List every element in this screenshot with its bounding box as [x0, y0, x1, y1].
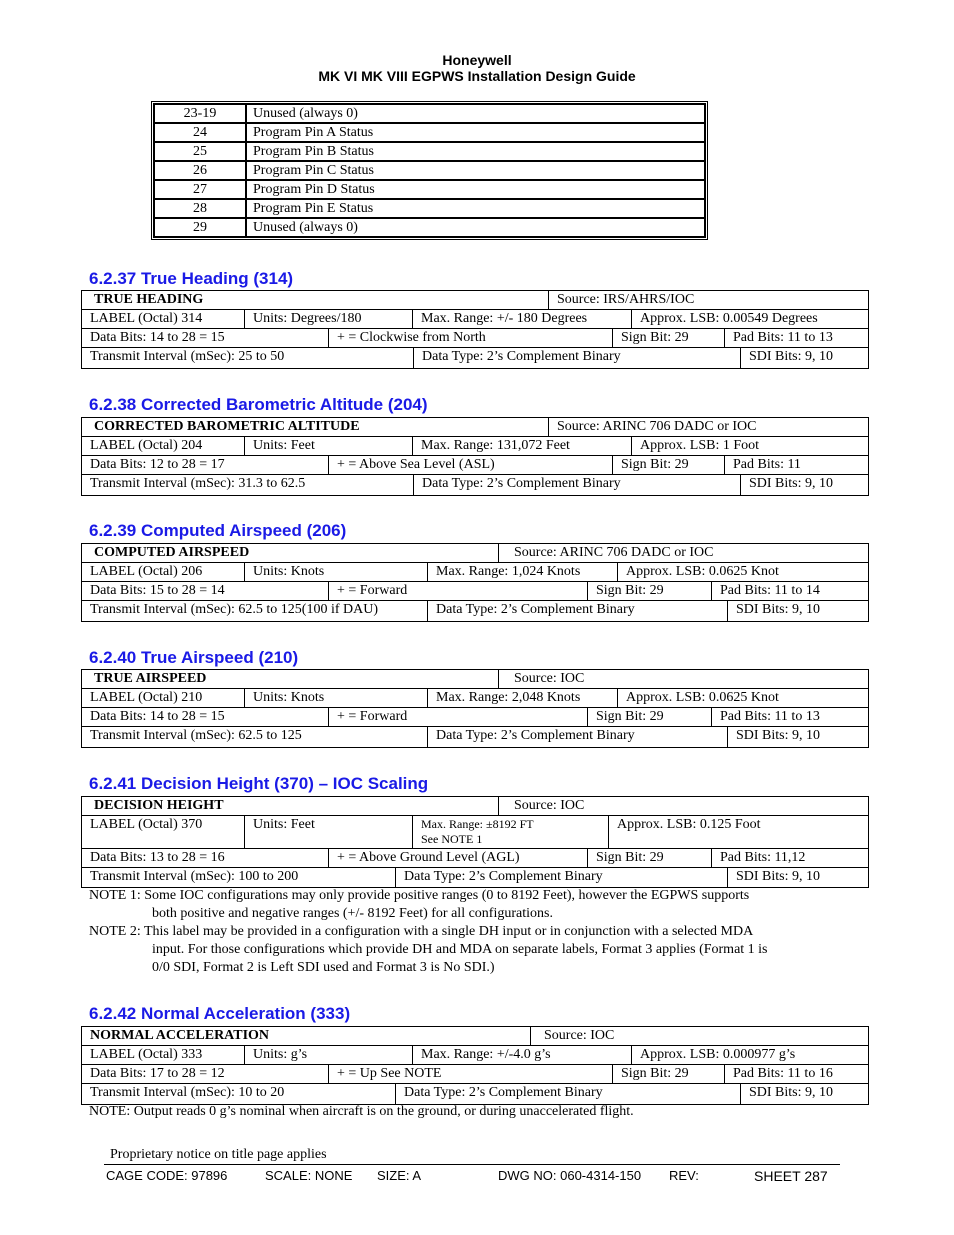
section-heading-true-airspeed: 6.2.40 True Airspeed (210): [89, 648, 299, 667]
label-octal: LABEL (Octal) 333: [90, 1047, 203, 1062]
source: Source: ARINC 706 DADC or IOC: [548, 418, 868, 436]
approx-lsb: Approx. LSB: 1 Foot: [631, 437, 868, 455]
table-row: [154, 180, 705, 199]
description-cell: Unused (always 0): [246, 218, 705, 237]
source: Source: ARINC 706 DADC or IOC: [498, 544, 868, 562]
units: Units: Knots: [244, 563, 427, 581]
sdi-bits: SDI Bits: 9, 10: [727, 601, 868, 621]
label-table-decision-height: [81, 796, 869, 888]
description-cell: Program Pin B Status: [246, 142, 705, 161]
transmit-interval: Transmit Interval (mSec): 31.3 to 62.5: [90, 476, 306, 491]
units: Units: Feet: [244, 816, 412, 848]
approx-lsb: Approx. LSB: 0.00549 Degrees: [631, 310, 868, 328]
description-cell: Program Pin E Status: [246, 199, 705, 218]
normal-acceleration-note: NOTE: Output reads 0 g’s nominal when aircraft is on the ground, or during unaccelerated flight.: [89, 1104, 634, 1119]
note-2-line-3: 0/0 SDI, Format 2 is Left SDI used and Format 3 is No SDI.): [152, 960, 495, 975]
label-title: TRUE HEADING: [94, 292, 204, 307]
max-range-value: Max. Range: ±8192 FT: [421, 817, 534, 831]
transmit-interval: Transmit Interval (mSec): 25 to 50: [90, 349, 285, 364]
label-title: NORMAL ACCELERATION: [90, 1028, 270, 1043]
positive-sense: + = Up See NOTE: [328, 1065, 612, 1083]
label-title: TRUE AIRSPEED: [94, 671, 207, 686]
pad-bits: Pad Bits: 11 to 13: [711, 708, 868, 726]
label-table-computed-airspeed: [81, 543, 869, 622]
data-bits: Data Bits: 15 to 28 = 14: [90, 583, 225, 598]
table-row: [154, 218, 705, 237]
data-bits: Data Bits: 17 to 28 = 12: [90, 1066, 225, 1081]
data-type: Data Type: 2’s Complement Binary: [427, 601, 727, 621]
pad-bits: Pad Bits: 11: [724, 456, 868, 474]
sign-bit: Sign Bit: 29: [587, 849, 711, 867]
label-octal: LABEL (Octal) 314: [90, 311, 203, 326]
bit-cell: 27: [154, 180, 246, 199]
label-title: DECISION HEIGHT: [94, 798, 224, 813]
max-range: Max. Range: 131,072 Feet: [412, 437, 631, 455]
positive-sense: + = Above Ground Level (AGL): [328, 849, 587, 867]
label-octal: LABEL (Octal) 204: [90, 438, 203, 453]
label-table-normal-acceleration: [81, 1026, 869, 1105]
pad-bits: Pad Bits: 11 to 13: [724, 329, 868, 347]
section-heading-corrected-baro-altitude: 6.2.38 Corrected Barometric Altitude (204): [89, 395, 428, 414]
label-octal: LABEL (Octal) 370: [90, 817, 203, 832]
approx-lsb: Approx. LSB: 0.000977 g’s: [631, 1046, 868, 1064]
size: SIZE: A: [377, 1168, 422, 1183]
positive-sense: + = Forward: [328, 582, 587, 600]
pad-bits: Pad Bits: 11 to 14: [711, 582, 868, 600]
label-table-true-airspeed: [81, 669, 869, 748]
data-bits: Data Bits: 13 to 28 = 16: [90, 850, 225, 865]
sdi-bits: SDI Bits: 9, 10: [740, 348, 868, 368]
label-title: COMPUTED AIRSPEED: [94, 545, 250, 560]
bit-status-table: [153, 103, 706, 238]
transmit-interval: Transmit Interval (mSec): 62.5 to 125(100 if DAU): [90, 602, 378, 617]
data-bits: Data Bits: 12 to 28 = 17: [90, 457, 225, 472]
table-row: [154, 123, 705, 142]
source: Source: IOC: [498, 670, 868, 688]
source: Source: IRS/AHRS/IOC: [548, 291, 868, 309]
label-table-corrected-baro-altitude: [81, 417, 869, 496]
max-range: Max. Range: 1,024 Knots: [427, 563, 617, 581]
positive-sense: + = Forward: [328, 708, 587, 726]
max-range: Max. Range: 2,048 Knots: [427, 689, 617, 707]
sdi-bits: SDI Bits: 9, 10: [727, 727, 868, 747]
sign-bit: Sign Bit: 29: [587, 582, 711, 600]
sdi-bits: SDI Bits: 9, 10: [740, 1084, 868, 1104]
description-cell: Unused (always 0): [246, 104, 705, 123]
label-octal: LABEL (Octal) 210: [90, 690, 203, 705]
max-range: [412, 816, 608, 848]
table-row: [154, 199, 705, 218]
data-bits: Data Bits: 14 to 28 = 15: [90, 330, 225, 345]
label-table-true-heading: [81, 290, 869, 369]
data-bits: Data Bits: 14 to 28 = 15: [90, 709, 225, 724]
bit-cell: 23-19: [154, 104, 246, 123]
cage-code: CAGE CODE: 97896: [106, 1168, 228, 1183]
units: Units: Degrees/180: [244, 310, 412, 328]
section-heading-decision-height: 6.2.41 Decision Height (370) – IOC Scaling: [89, 774, 429, 793]
transmit-interval: Transmit Interval (mSec): 10 to 20: [90, 1085, 285, 1100]
sdi-bits: SDI Bits: 9, 10: [740, 475, 868, 495]
source: Source: IOC: [530, 1027, 868, 1045]
data-type: Data Type: 2’s Complement Binary: [427, 727, 727, 747]
max-range-note: See NOTE 1: [421, 832, 483, 846]
approx-lsb: Approx. LSB: 0.0625 Knot: [617, 689, 868, 707]
transmit-interval: Transmit Interval (mSec): 100 to 200: [90, 869, 299, 884]
approx-lsb: Approx. LSB: 0.0625 Knot: [617, 563, 868, 581]
pad-bits: Pad Bits: 11 to 16: [724, 1065, 868, 1083]
section-heading-true-heading: 6.2.37 True Heading (314): [89, 269, 294, 288]
transmit-interval: Transmit Interval (mSec): 62.5 to 125: [90, 728, 302, 743]
positive-sense: + = Above Sea Level (ASL): [328, 456, 612, 474]
data-type: Data Type: 2’s Complement Binary: [395, 1084, 740, 1104]
max-range: Max. Range: +/-4.0 g’s: [412, 1046, 631, 1064]
label-title: CORRECTED BAROMETRIC ALTITUDE: [94, 419, 360, 434]
revision: REV:: [669, 1168, 699, 1183]
pad-bits: Pad Bits: 11,12: [711, 849, 868, 867]
footer-rule: [104, 1164, 840, 1165]
bit-cell: 24: [154, 123, 246, 142]
units: Units: g’s: [244, 1046, 412, 1064]
header-company: Honeywell: [442, 52, 512, 68]
drawing-number: DWG NO: 060-4314-150: [498, 1168, 642, 1183]
source: Source: IOC: [498, 797, 868, 815]
max-range: Max. Range: +/- 180 Degrees: [412, 310, 631, 328]
proprietary-notice: Proprietary notice on title page applies: [110, 1147, 327, 1162]
table-row: [154, 161, 705, 180]
table-row: [154, 142, 705, 161]
description-cell: Program Pin D Status: [246, 180, 705, 199]
bit-cell: 25: [154, 142, 246, 161]
bit-cell: 28: [154, 199, 246, 218]
data-type: Data Type: 2’s Complement Binary: [395, 868, 727, 887]
approx-lsb: Approx. LSB: 0.125 Foot: [608, 816, 868, 848]
positive-sense: + = Clockwise from North: [328, 329, 612, 347]
sign-bit: Sign Bit: 29: [612, 1065, 724, 1083]
sdi-bits: SDI Bits: 9, 10: [727, 868, 868, 887]
table-row: [154, 104, 705, 123]
units: Units: Feet: [244, 437, 412, 455]
sheet-number: SHEET 287: [754, 1168, 828, 1184]
note-2-line-1: NOTE 2: This label may be provided in a configuration with a single DH input or in conjunction with a selected MDA: [89, 924, 754, 939]
decision-height-notes: [89, 887, 859, 977]
bit-cell: 26: [154, 161, 246, 180]
section-heading-normal-acceleration: 6.2.42 Normal Acceleration (333): [89, 1004, 351, 1023]
scale: SCALE: NONE: [265, 1168, 353, 1183]
units: Units: Knots: [244, 689, 427, 707]
label-octal: LABEL (Octal) 206: [90, 564, 203, 579]
section-heading-computed-airspeed: 6.2.39 Computed Airspeed (206): [89, 521, 347, 540]
note-1-line-2: both positive and negative ranges (+/- 8192 Feet) for all configurations.: [152, 906, 553, 921]
sign-bit: Sign Bit: 29: [612, 329, 724, 347]
sign-bit: Sign Bit: 29: [612, 456, 724, 474]
data-type: Data Type: 2’s Complement Binary: [413, 348, 740, 368]
description-cell: Program Pin C Status: [246, 161, 705, 180]
note-1-line-1: NOTE 1: Some IOC configurations may only provide positive ranges (0 to 8192 Feet), however the EGPWS supports: [89, 888, 750, 903]
note-2-line-2: input. For those configurations which provide DH and MDA on separate labels, Format 3 applies (Format 1 is: [152, 942, 768, 957]
bit-cell: 29: [154, 218, 246, 237]
data-type: Data Type: 2’s Complement Binary: [413, 475, 740, 495]
sign-bit: Sign Bit: 29: [587, 708, 711, 726]
description-cell: Program Pin A Status: [246, 123, 705, 142]
header-title: MK VI MK VIII EGPWS Installation Design Guide: [318, 68, 636, 84]
